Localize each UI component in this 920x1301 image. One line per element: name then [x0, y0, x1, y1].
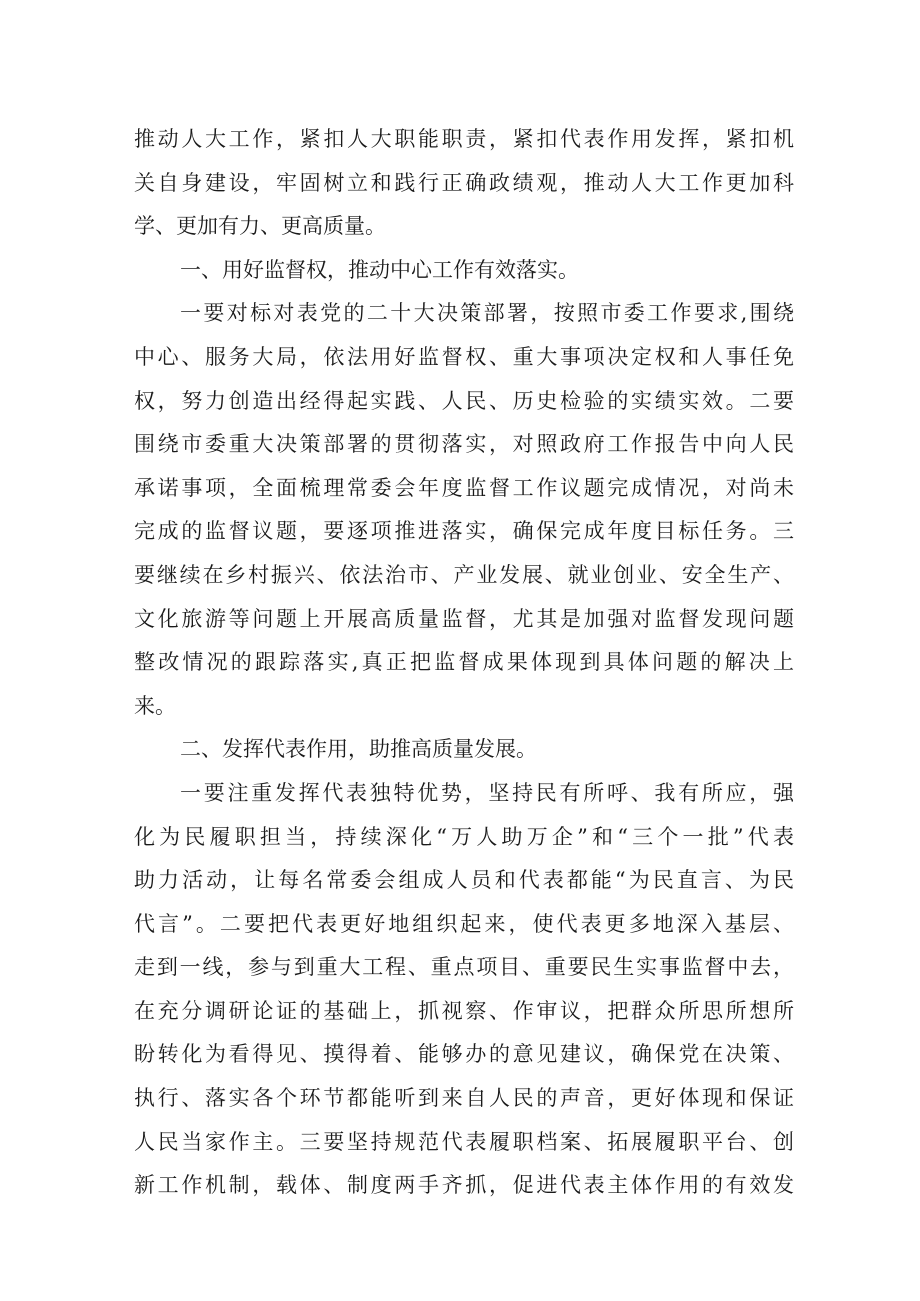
text-line: 推动人大工作，紧扣人大职能职责，紧扣代表作用发挥，紧扣机	[134, 127, 794, 151]
text-line: 新工作机制，载体、制度两手齐抓，促进代表主体作用的有效发	[134, 1173, 794, 1198]
text-line: 人民当家作主。三要坚持规范代表履职档案、拓展履职平台、创	[134, 1129, 794, 1154]
text-line: 来。	[134, 693, 176, 718]
text-line: 助力活动，让每名常委会组成人员和代表都能“为民直言、为民	[134, 868, 794, 893]
text-line: 化为民履职担当，持续深化“万人助万企”和“三个一批”代表	[134, 824, 794, 849]
paragraph-intro-continuation	[134, 118, 794, 249]
text-line: 走到一线，参与到重大工程、重点项目、重要民生实事监督中去，	[134, 955, 794, 980]
paragraph-supervision	[134, 292, 794, 728]
text-line: 中心、服务大局，依法用好监督权、重大事项决定权和人事任免	[134, 344, 794, 369]
text-line: 要继续在乡村振兴、依法治市、产业发展、就业创业、安全生产、	[134, 562, 794, 587]
text-line: 一要对标对表党的二十大决策部署，按照市委工作要求,围绕	[180, 301, 794, 326]
text-line: 盼转化为看得见、摸得着、能够办的意见建议，确保党在决策、	[134, 1042, 794, 1067]
text-line: 整改情况的跟踪落实,真正把监督成果体现到具体问题的解决上	[134, 650, 794, 675]
text-line: 在充分调研论证的基础上，抓视察、作审议，把群众所思所想所	[134, 998, 794, 1023]
text-line: 代言”。二要把代表更好地组织起来，使代表更多地深入基层、	[134, 911, 794, 936]
text-line: 围绕市委重大决策部署的贯彻落实，对照政府工作报告中向人民	[134, 432, 794, 457]
section-heading-2	[134, 728, 794, 772]
text-line: 关自身建设，牢固树立和践行正确政绩观，推动人大工作更加科	[134, 170, 794, 195]
heading-line: 一、用好监督权，推动中心工作有效落实。	[180, 257, 579, 282]
text-line: 文化旅游等问题上开展高质量监督，尤其是加强对监督发现问题	[134, 606, 794, 631]
heading-line: 二、发挥代表作用，助推高质量发展。	[180, 737, 537, 762]
text-line: 执行、落实各个环节都能听到来自人民的声音，更好体现和保证	[134, 1086, 794, 1111]
section-heading-1	[134, 249, 794, 293]
text-line: 权，努力创造出经得起实践、人民、历史检验的实绩实效。二要	[134, 388, 794, 413]
document-body	[134, 118, 794, 1208]
text-line: 一要注重发挥代表独特优势，坚持民有所呼、我有所应，强	[180, 780, 794, 805]
text-line: 学、更加有力、更高质量。	[134, 214, 386, 239]
text-line: 完成的监督议题，要逐项推进落实，确保完成年度目标任务。三	[134, 519, 794, 544]
paragraph-representatives	[134, 772, 794, 1208]
text-line: 承诺事项，全面梳理常委会年度监督工作议题完成情况，对尚未	[134, 475, 794, 500]
